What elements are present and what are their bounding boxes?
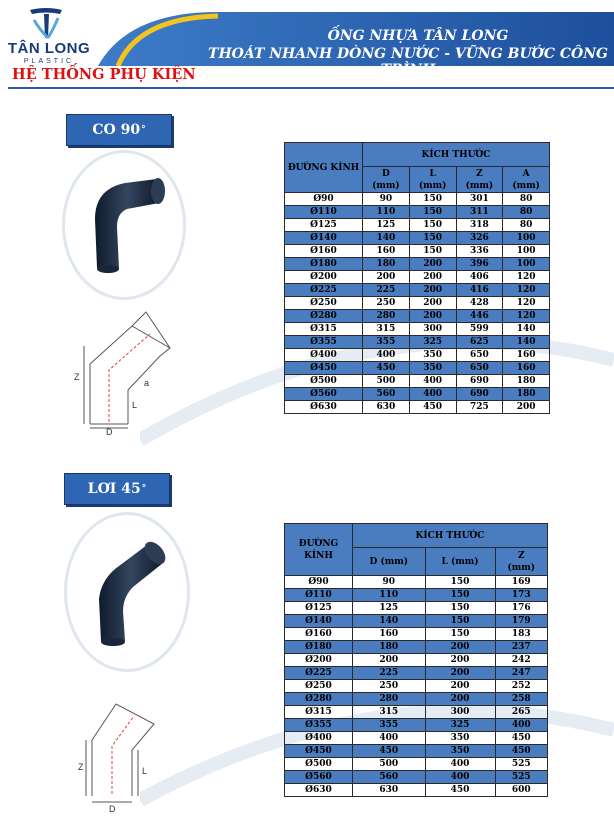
value-cell: 176 [495,602,548,615]
elbow-45-image [67,515,187,669]
value-cell: 630 [363,401,410,414]
table-row [285,693,548,706]
diameter-cell: Ø400 [285,349,363,362]
value-cell: 140 [363,232,410,245]
value-cell: 450 [409,401,456,414]
value-cell: 355 [353,719,426,732]
diameter-cell: Ø280 [285,310,363,323]
co90-dimension-diagram [70,304,190,436]
value-cell: 200 [409,271,456,284]
value-cell: 400 [409,375,456,388]
value-cell: 180 [503,375,550,388]
value-cell: 315 [353,706,426,719]
value-cell: 80 [503,219,550,232]
diameter-cell: Ø160 [285,245,363,258]
co90-dia-header: ĐƯỜNG KÍNH [285,143,363,193]
co90-col-d-unit: (mm) [372,180,400,191]
value-cell: 200 [425,641,495,654]
value-cell: 500 [353,758,426,771]
value-cell: 630 [353,784,426,797]
value-cell: 150 [409,193,456,206]
diameter-cell: Ø280 [285,693,353,706]
value-cell: 200 [409,310,456,323]
value-cell: 150 [409,245,456,258]
table-row [285,667,548,680]
value-cell: 247 [495,667,548,680]
value-cell: 500 [363,375,410,388]
diameter-cell: Ø560 [285,771,353,784]
diameter-cell: Ø140 [285,615,353,628]
value-cell: 150 [425,615,495,628]
tan-long-logo-icon [26,6,66,40]
co90-col-l-name: L [429,168,436,179]
table-row [285,745,548,758]
diameter-cell: Ø225 [285,667,353,680]
value-cell: 400 [425,771,495,784]
co90-label-text: CO 90 [92,122,141,138]
value-cell: 406 [456,271,503,284]
value-cell: 250 [363,297,410,310]
company-logo [4,6,90,64]
value-cell: 350 [409,349,456,362]
value-cell: 450 [495,732,548,745]
value-cell: 120 [503,310,550,323]
value-cell: 525 [495,771,548,784]
value-cell: 280 [353,693,426,706]
value-cell: 450 [425,784,495,797]
value-cell: 252 [495,680,548,693]
co90-col-a [503,167,550,193]
section-heading: HỆ THỐNG PHỤ KIỆN [12,66,196,83]
value-cell: 560 [353,771,426,784]
loi45-size-header: KÍCH THƯỚC [353,524,548,548]
table-row [285,193,550,206]
value-cell: 80 [503,193,550,206]
diameter-cell: Ø250 [285,297,363,310]
value-cell: 350 [425,745,495,758]
table-row [285,388,550,401]
co90-z-label: Z [74,372,80,382]
diameter-cell: Ø400 [285,732,353,745]
value-cell: 325 [409,336,456,349]
value-cell: 120 [503,284,550,297]
diameter-cell: Ø225 [285,284,363,297]
value-cell: 450 [353,745,426,758]
co90-photo [62,150,186,300]
table-row [285,641,548,654]
loi45-col-z-unit: (mm) [507,562,536,573]
value-cell: 225 [363,284,410,297]
table-row [285,271,550,284]
value-cell: 416 [456,284,503,297]
diameter-cell: Ø125 [285,602,353,615]
value-cell: 690 [456,375,503,388]
diameter-cell: Ø200 [285,271,363,284]
table-row [285,784,548,797]
table-row [285,771,548,784]
diameter-cell: Ø450 [285,362,363,375]
co90-col-d-name: D [381,168,390,179]
value-cell: 690 [456,388,503,401]
table-row [285,310,550,323]
value-cell: 183 [495,628,548,641]
co90-col-z-unit: (mm) [465,180,494,191]
loi45-spec-table [284,523,548,797]
diameter-cell: Ø500 [285,375,363,388]
table-row [285,628,548,641]
table-row [285,576,548,589]
loi45-d-label: D [109,804,116,814]
co90-table-body [285,193,550,414]
value-cell: 140 [503,336,550,349]
loi45-col-z-name: Z [517,550,525,561]
table-row [285,258,550,271]
value-cell: 350 [425,732,495,745]
loi45-dia-header: ĐƯỜNG KÍNH [285,524,353,576]
value-cell: 301 [456,193,503,206]
value-cell: 200 [425,654,495,667]
value-cell: 200 [425,667,495,680]
value-cell: 400 [495,719,548,732]
slogan-banner [98,12,614,78]
value-cell: 200 [409,297,456,310]
logo-name: TÂN LONG [7,40,91,57]
value-cell: 110 [353,589,426,602]
diameter-cell: Ø450 [285,745,353,758]
table-row [285,232,550,245]
value-cell: 90 [363,193,410,206]
banner-slogan: THOÁT NHANH DÒNG NƯỚC - VỮNG BƯỚC CÔNG TRÌNH [208,46,608,78]
loi45-photo [64,512,190,672]
diameter-cell: Ø315 [285,706,353,719]
table-row [285,615,548,628]
value-cell: 180 [353,641,426,654]
value-cell: 400 [363,349,410,362]
value-cell: 265 [495,706,548,719]
value-cell: 180 [503,388,550,401]
table-row [285,732,548,745]
value-cell: 100 [503,245,550,258]
value-cell: 326 [456,232,503,245]
diameter-cell: Ø250 [285,680,353,693]
diameter-cell: Ø90 [285,193,363,206]
diameter-cell: Ø630 [285,784,353,797]
value-cell: 725 [456,401,503,414]
value-cell: 315 [363,323,410,336]
co90-col-a-unit: (mm) [512,180,540,191]
value-cell: 100 [503,232,550,245]
value-cell: 450 [363,362,410,375]
value-cell: 120 [503,271,550,284]
table-row [285,602,548,615]
value-cell: 560 [363,388,410,401]
co90-label [66,114,172,146]
loi45-degree: ° [141,484,147,494]
value-cell: 525 [495,758,548,771]
diameter-cell: Ø160 [285,628,353,641]
value-cell: 200 [425,680,495,693]
table-row [285,654,548,667]
value-cell: 100 [503,258,550,271]
value-cell: 150 [425,576,495,589]
diameter-cell: Ø500 [285,758,353,771]
value-cell: 200 [409,258,456,271]
diameter-cell: Ø200 [285,654,353,667]
value-cell: 336 [456,245,503,258]
diameter-cell: Ø560 [285,388,363,401]
value-cell: 599 [456,323,503,336]
elbow-90-image [65,153,183,297]
value-cell: 450 [495,745,548,758]
table-row [285,219,550,232]
co90-degree: ° [141,125,146,135]
diameter-cell: Ø90 [285,576,353,589]
table-row [285,680,548,693]
value-cell: 200 [353,654,426,667]
value-cell: 400 [409,388,456,401]
loi45-label [64,473,170,505]
value-cell: 311 [456,206,503,219]
value-cell: 200 [363,271,410,284]
loi45-z-label: Z [78,762,84,772]
table-row [285,375,550,388]
value-cell: 200 [425,693,495,706]
diameter-cell: Ø125 [285,219,363,232]
value-cell: 650 [456,362,503,375]
value-cell: 169 [495,576,548,589]
co90-col-d [363,167,410,193]
value-cell: 446 [456,310,503,323]
loi45-col-z [495,548,548,576]
table-row [285,401,550,414]
value-cell: 150 [409,206,456,219]
value-cell: 120 [503,297,550,310]
co90-col-a-name: A [522,168,530,179]
loi45-l-label: L [142,766,148,776]
value-cell: 600 [495,784,548,797]
value-cell: 242 [495,654,548,667]
value-cell: 180 [363,258,410,271]
heading-divider [8,87,614,89]
value-cell: 650 [456,349,503,362]
value-cell: 625 [456,336,503,349]
diameter-cell: Ø110 [285,206,363,219]
value-cell: 250 [353,680,426,693]
diameter-cell: Ø355 [285,719,353,732]
table-row [285,336,550,349]
co90-col-l [409,167,456,193]
value-cell: 90 [353,576,426,589]
value-cell: 150 [409,232,456,245]
table-row [285,362,550,375]
co90-col-l-unit: (mm) [418,180,447,191]
banner-title: ỐNG NHỰA TÂN LONG [327,28,509,44]
value-cell: 300 [425,706,495,719]
co90-col-z [456,167,503,193]
diameter-cell: Ø110 [285,589,353,602]
co90-a-label: a [144,378,150,388]
value-cell: 125 [363,219,410,232]
table-row [285,758,548,771]
value-cell: 179 [495,615,548,628]
value-cell: 160 [503,362,550,375]
value-cell: 300 [409,323,456,336]
value-cell: 400 [425,758,495,771]
diameter-cell: Ø315 [285,323,363,336]
value-cell: 350 [409,362,456,375]
loi45-col-l: L (mm) [425,548,495,576]
value-cell: 428 [456,297,503,310]
value-cell: 258 [495,693,548,706]
value-cell: 150 [425,628,495,641]
value-cell: 140 [503,323,550,336]
value-cell: 280 [363,310,410,323]
co90-d-label: D [106,427,113,436]
value-cell: 150 [425,602,495,615]
table-row [285,284,550,297]
diameter-cell: Ø630 [285,401,363,414]
value-cell: 160 [503,349,550,362]
diameter-cell: Ø180 [285,258,363,271]
value-cell: 237 [495,641,548,654]
diameter-cell: Ø355 [285,336,363,349]
value-cell: 318 [456,219,503,232]
value-cell: 80 [503,206,550,219]
value-cell: 160 [363,245,410,258]
loi45-label-text: LƠI 45 [87,481,141,497]
value-cell: 325 [425,719,495,732]
value-cell: 396 [456,258,503,271]
value-cell: 225 [353,667,426,680]
value-cell: 150 [409,219,456,232]
table-row [285,719,548,732]
table-row [285,245,550,258]
co90-l-label: L [132,400,138,410]
value-cell: 400 [353,732,426,745]
value-cell: 200 [409,284,456,297]
table-row [285,706,548,719]
value-cell: 173 [495,589,548,602]
value-cell: 140 [353,615,426,628]
table-row [285,349,550,362]
table-row [285,206,550,219]
co90-size-header: KÍCH THƯỚC [363,143,550,167]
loi45-table-body [285,576,548,797]
value-cell: 160 [353,628,426,641]
value-cell: 110 [363,206,410,219]
diameter-cell: Ø180 [285,641,353,654]
table-row [285,297,550,310]
table-row [285,323,550,336]
loi45-col-d: D (mm) [353,548,426,576]
logo-subtitle: PLASTIC [23,58,75,65]
value-cell: 125 [353,602,426,615]
value-cell: 355 [363,336,410,349]
loi45-dimension-diagram [72,690,182,814]
co90-spec-table [284,142,550,414]
value-cell: 200 [503,401,550,414]
co90-col-z-name: Z [476,168,483,179]
diameter-cell: Ø140 [285,232,363,245]
value-cell: 150 [425,589,495,602]
table-row [285,589,548,602]
